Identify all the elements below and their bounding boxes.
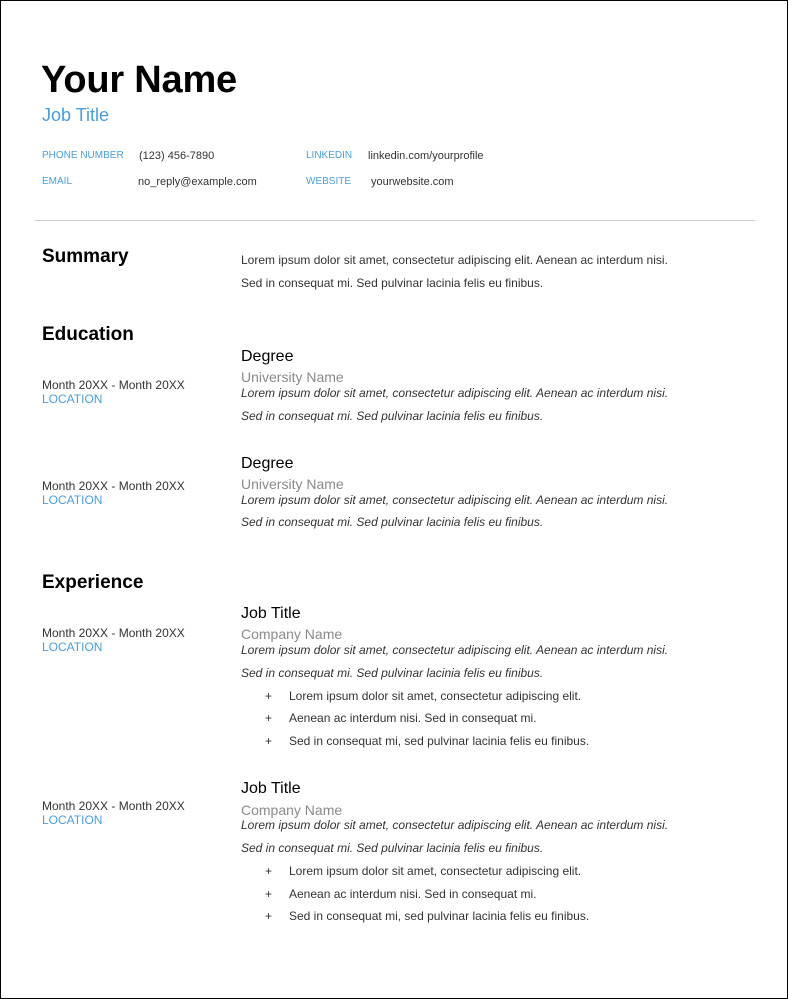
header-divider xyxy=(35,220,755,221)
education-degree: Degree xyxy=(241,455,294,472)
education-heading: Education xyxy=(42,324,134,345)
experience-bullet: Aenean ac interdum nisi. Sed in consequat mi. xyxy=(289,711,537,725)
website-value: yourwebsite.com xyxy=(371,176,454,188)
education-desc-line-2: Sed in consequat mi. Sed pulvinar lacinia felis eu finibus. xyxy=(241,515,544,529)
experience-heading: Experience xyxy=(42,572,144,593)
education-dates: Month 20XX - Month 20XX xyxy=(42,479,185,493)
experience-bullet: Sed in consequat mi, sed pulvinar lacinia felis eu finibus. xyxy=(289,734,590,748)
education-location: LOCATION xyxy=(42,392,103,406)
experience-desc-line-1: Lorem ipsum dolor sit amet, consectetur adipiscing elit. Aenean ac interdum nisi. xyxy=(241,643,669,657)
resume-job-title: Job Title xyxy=(42,105,110,125)
experience-company: Company Name xyxy=(241,802,343,818)
phone-value: (123) 456-7890 xyxy=(139,150,215,162)
linkedin-label: LINKEDIN xyxy=(306,150,353,161)
bullet-marker: + xyxy=(265,887,273,901)
summary-line-1: Lorem ipsum dolor sit amet, consectetur adipiscing elit. Aenean ac interdum nisi. xyxy=(241,253,668,267)
education-dates: Month 20XX - Month 20XX xyxy=(42,378,185,392)
email-label: EMAIL xyxy=(42,176,73,187)
education-location: LOCATION xyxy=(42,493,103,507)
phone-label: PHONE NUMBER xyxy=(42,150,124,161)
experience-location: LOCATION xyxy=(42,813,103,827)
experience-desc-line-2: Sed in consequat mi. Sed pulvinar lacinia felis eu finibus. xyxy=(241,666,544,680)
summary-line-2: Sed in consequat mi. Sed pulvinar lacinia felis eu finibus. xyxy=(241,276,544,290)
summary-heading: Summary xyxy=(42,246,129,267)
bullet-marker: + xyxy=(265,734,273,748)
resume-name: Your Name xyxy=(41,59,237,101)
experience-location: LOCATION xyxy=(42,640,103,654)
experience-dates: Month 20XX - Month 20XX xyxy=(42,626,185,640)
linkedin-value: linkedin.com/yourprofile xyxy=(368,150,484,162)
education-school: University Name xyxy=(241,476,344,492)
bullet-marker: + xyxy=(265,864,273,878)
education-desc-line-1: Lorem ipsum dolor sit amet, consectetur adipiscing elit. Aenean ac interdum nisi. xyxy=(241,493,669,507)
experience-job-title: Job Title xyxy=(241,605,301,622)
experience-bullet: Lorem ipsum dolor sit amet, consectetur adipiscing elit. xyxy=(289,864,582,878)
experience-dates: Month 20XX - Month 20XX xyxy=(42,799,185,813)
bullet-marker: + xyxy=(265,909,273,923)
bullet-marker: + xyxy=(265,689,273,703)
education-school: University Name xyxy=(241,369,344,385)
website-label: WEBSITE xyxy=(306,176,352,187)
experience-desc-line-1: Lorem ipsum dolor sit amet, consectetur adipiscing elit. Aenean ac interdum nisi. xyxy=(241,818,669,832)
education-desc-line-2: Sed in consequat mi. Sed pulvinar lacinia felis eu finibus. xyxy=(241,409,544,423)
email-value: no_reply@example.com xyxy=(138,176,257,188)
education-degree: Degree xyxy=(241,348,294,365)
experience-bullet: Lorem ipsum dolor sit amet, consectetur adipiscing elit. xyxy=(289,689,582,703)
experience-bullet: Sed in consequat mi, sed pulvinar lacinia felis eu finibus. xyxy=(289,909,590,923)
experience-bullet: Aenean ac interdum nisi. Sed in consequat mi. xyxy=(289,887,537,901)
experience-desc-line-2: Sed in consequat mi. Sed pulvinar lacinia felis eu finibus. xyxy=(241,841,544,855)
education-desc-line-1: Lorem ipsum dolor sit amet, consectetur adipiscing elit. Aenean ac interdum nisi. xyxy=(241,386,669,400)
experience-job-title: Job Title xyxy=(241,780,301,797)
experience-company: Company Name xyxy=(241,626,343,642)
bullet-marker: + xyxy=(265,711,273,725)
